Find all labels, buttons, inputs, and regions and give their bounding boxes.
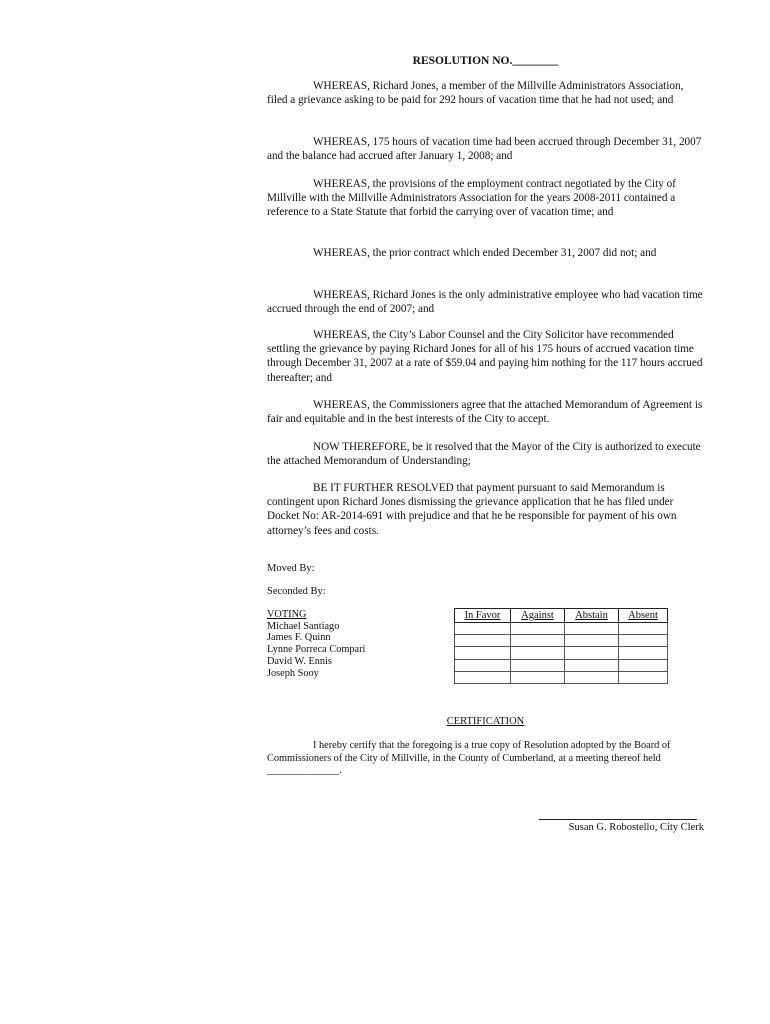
resolved-paragraph: NOW THEREFORE, be it resolved that the Mayor of the City is authorized to execute the attached Memorandum of Understanding; <box>267 441 701 468</box>
vote-cell <box>455 623 511 635</box>
whereas-paragraph-4: WHEREAS, the prior contract which ended December 31, 2007 did not; and <box>313 247 657 259</box>
whereas-paragraph-7: WHEREAS, the Commissioners agree that the attached Memorandum of Agreement is fair and equitable and in the best interests of the City to accept. <box>267 399 703 426</box>
vote-row <box>455 635 668 647</box>
vote-cell <box>565 623 619 635</box>
vote-cell <box>619 635 668 647</box>
voter-name: Joseph Sooy <box>267 667 319 679</box>
voting-table-header-row <box>455 609 668 623</box>
vote-row <box>455 647 668 659</box>
vote-row <box>455 623 668 635</box>
seconded-by-label: Seconded By: <box>267 586 326 597</box>
vote-row <box>455 659 668 671</box>
vote-cell <box>565 647 619 659</box>
vote-cell <box>511 671 565 683</box>
vote-cell <box>619 647 668 659</box>
voting-header: VOTING <box>267 609 307 620</box>
column-against: Against <box>511 609 565 623</box>
vote-cell <box>455 659 511 671</box>
voter-name: James F. Quinn <box>267 632 331 644</box>
column-in-favor: In Favor <box>455 609 511 623</box>
certification-title: CERTIFICATION <box>446 716 525 727</box>
column-abstain: Abstain <box>565 609 619 623</box>
vote-cell <box>511 659 565 671</box>
further-resolved-paragraph: BE IT FURTHER RESOLVED that payment pursuant to said Memorandum is contingent upon Richard Jones dismissing the grievance application that he has filed under Docket No: AR-2014-691 with prejudice and that he be responsible for payment of his own attorney’s fees and costs. <box>267 482 677 537</box>
vote-cell <box>511 635 565 647</box>
moved-by-label: Moved By: <box>267 563 315 574</box>
whereas-paragraph-3: WHEREAS, the provisions of the employment contract negotiated by the City of Millville with the Millville Administrators Association for the years 2008-2011 contained a reference to a State Statute that forbid the carrying over of vacation time; and <box>267 178 676 219</box>
voting-table <box>454 608 668 684</box>
vote-row <box>455 671 668 683</box>
vote-cell <box>565 659 619 671</box>
vote-cell <box>565 635 619 647</box>
voter-name: David W. Ennis <box>267 655 332 667</box>
vote-cell <box>619 659 668 671</box>
signature-line <box>539 819 697 820</box>
vote-cell <box>455 647 511 659</box>
whereas-paragraph-5: WHEREAS, Richard Jones is the only administrative employee who had vacation time accrued through the end of 2007; and <box>267 289 703 316</box>
whereas-paragraph-1: WHEREAS, Richard Jones, a member of the Millville Administrators Association, filed a grievance asking to be paid for 292 hours of vacation time that he had not used; and <box>267 80 684 107</box>
whereas-paragraph-2: WHEREAS, 175 hours of vacation time had been accrued through December 31, 2007 and the balance had accrued after January 1, 2008; and <box>267 136 702 163</box>
vote-cell <box>619 623 668 635</box>
whereas-paragraph-6: WHEREAS, the City’s Labor Counsel and the City Solicitor have recommended settling the grievance by paying Richard Jones for all of his 175 hours of accrued vacation time through December 31, 2007 at a rate of $59.04 and paying him nothing for the 117 hours accrued thereafter; and <box>267 329 703 384</box>
vote-cell <box>619 671 668 683</box>
vote-cell <box>511 647 565 659</box>
vote-cell <box>455 671 511 683</box>
resolution-title: RESOLUTION NO.________ <box>412 55 559 67</box>
voting-member-list <box>267 609 365 679</box>
vote-cell <box>455 635 511 647</box>
voter-name: Lynne Porreca Compari <box>267 644 366 656</box>
voter-name: Michael Santiago <box>267 620 340 632</box>
column-absent: Absent <box>619 609 668 623</box>
certification-body: I hereby certify that the foregoing is a true copy of Resolution adopted by the Board of Commissioners of the City of Millville, in the County of Cumberland, at a meeting thereof held ______________. <box>267 740 671 776</box>
signer-name: Susan G. Robostello, City Clerk <box>568 822 704 833</box>
vote-cell <box>565 671 619 683</box>
vote-cell <box>511 623 565 635</box>
